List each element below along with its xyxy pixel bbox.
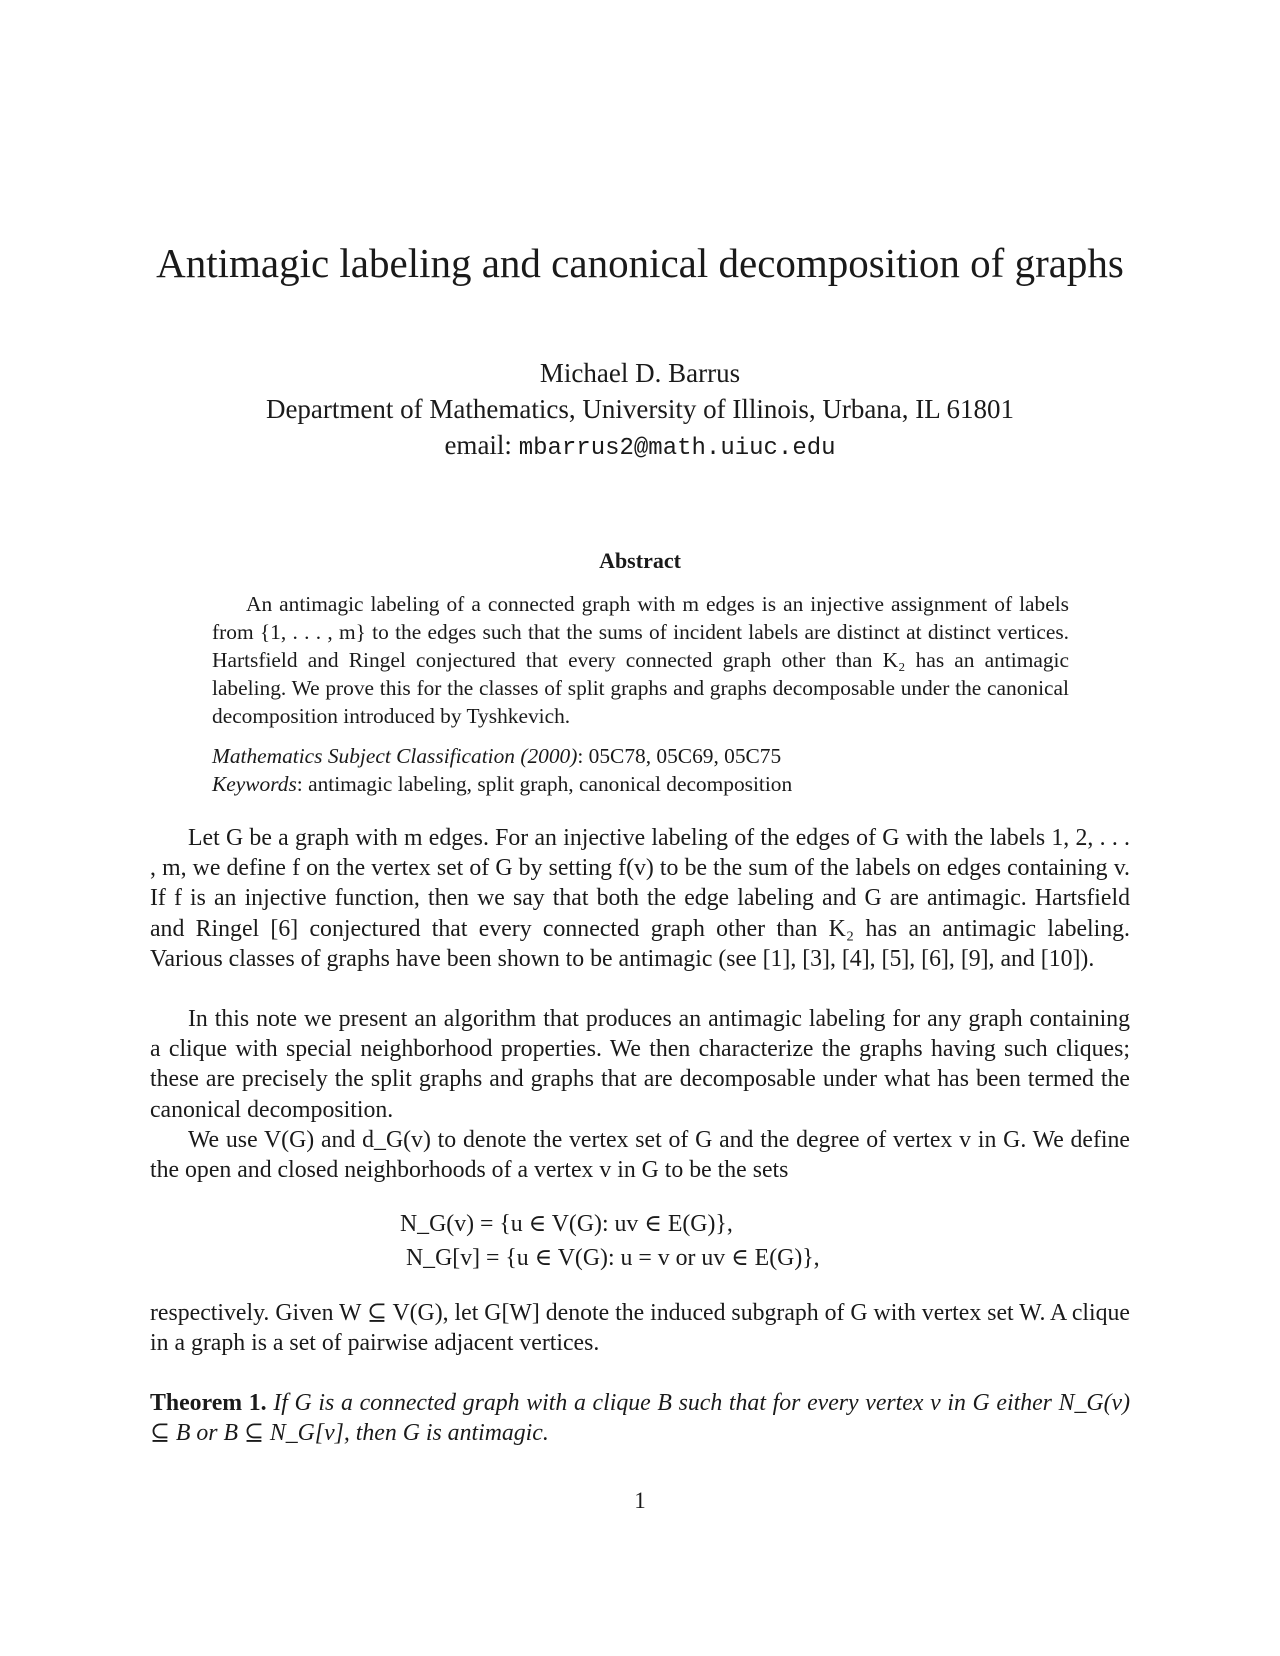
msc-value: : 05C78, 05C69, 05C75 bbox=[577, 744, 782, 768]
theorem-statement: If G is a connected graph with a clique B such that for every vertex v in G either N_G(v) ⊆ B or B ⊆ N_G[v], then G is antimagic. bbox=[150, 1390, 1130, 1447]
body-paragraph-1: Let G be a graph with m edges. For an injective labeling of the edges of G with the labels 1, 2, . . . , m, we define f on the vertex set of G by setting f(v) to be the sum of the labels on edges containing v. If f is an injective function, then we say that both the edge labeling and G are antimagic. Hartsfield and Ringel [6] conjectured that every connected graph other than K₂ has an antimagic labeling. Various classes of graphs have been shown to be antimagic (see [1], [3], [4], [5], [6], [9], and [10]). bbox=[150, 825, 1130, 972]
body-paragraph-3: We use V(G) and d_G(v) to denote the vertex set of G and the degree of vertex v in G. We define the open and closed neighborhoods of a vertex v in G to be the sets bbox=[150, 1127, 1130, 1184]
page-number: 1 bbox=[634, 1488, 646, 1513]
msc-line bbox=[212, 742, 1069, 770]
paper-title: Antimagic labeling and canonical decomposition of graphs bbox=[156, 240, 1124, 286]
author-email-line bbox=[150, 428, 1130, 466]
theorem-label: Theorem 1. bbox=[150, 1390, 267, 1416]
open-neighborhood-equation: N_G(v) = {u ∈ V(G): uv ∈ E(G)}, bbox=[400, 1211, 733, 1237]
msc-label: Mathematics Subject Classification (2000) bbox=[212, 744, 578, 768]
body-paragraph-4: respectively. Given W ⊆ V(G), let G[W] denote the induced subgraph of G with vertex set W. A clique in a graph is a set of pairwise adjacent vertices. bbox=[150, 1300, 1130, 1357]
email-address: mbarrus2@math.uiuc.edu bbox=[518, 435, 836, 462]
abstract-text: An antimagic labeling of a connected graph with m edges is an injective assignment of labels from {1, . . . , m} to the edges such that the sums of incident labels are distinct at distinct vertices. Hartsfield and Ringel conjectured that every connected graph other than K₂ has an antimagic labeling. We prove this for the classes of split graphs and graphs decomposable under the canonical decomposition introduced by Tyshkevich. bbox=[212, 592, 1069, 728]
author-affiliation: Department of Mathematics, University of Illinois, Urbana, IL 61801 bbox=[265, 394, 1015, 424]
closed-neighborhood-equation: N_G[v] = {u ∈ V(G): u = v or uv ∈ E(G)}, bbox=[406, 1245, 820, 1271]
keywords-value: : antimagic labeling, split graph, canonical decomposition bbox=[296, 772, 793, 796]
theorem-1 bbox=[150, 1388, 1130, 1448]
abstract-heading: Abstract bbox=[599, 548, 681, 573]
author-name: Michael D. Barrus bbox=[539, 358, 741, 388]
neighborhood-equations bbox=[400, 1207, 920, 1275]
body-paragraph-2: In this note we present an algorithm that produces an antimagic labeling for any graph containing a clique with special neighborhood properties. We then characterize the graphs having such cliques; these are precisely the split graphs and graphs that are decomposable under what has been termed the canonical decomposition. bbox=[150, 1006, 1130, 1123]
keywords-label: Keywords bbox=[212, 772, 297, 796]
email-label: email: bbox=[444, 430, 512, 460]
keywords-line bbox=[212, 770, 1069, 798]
